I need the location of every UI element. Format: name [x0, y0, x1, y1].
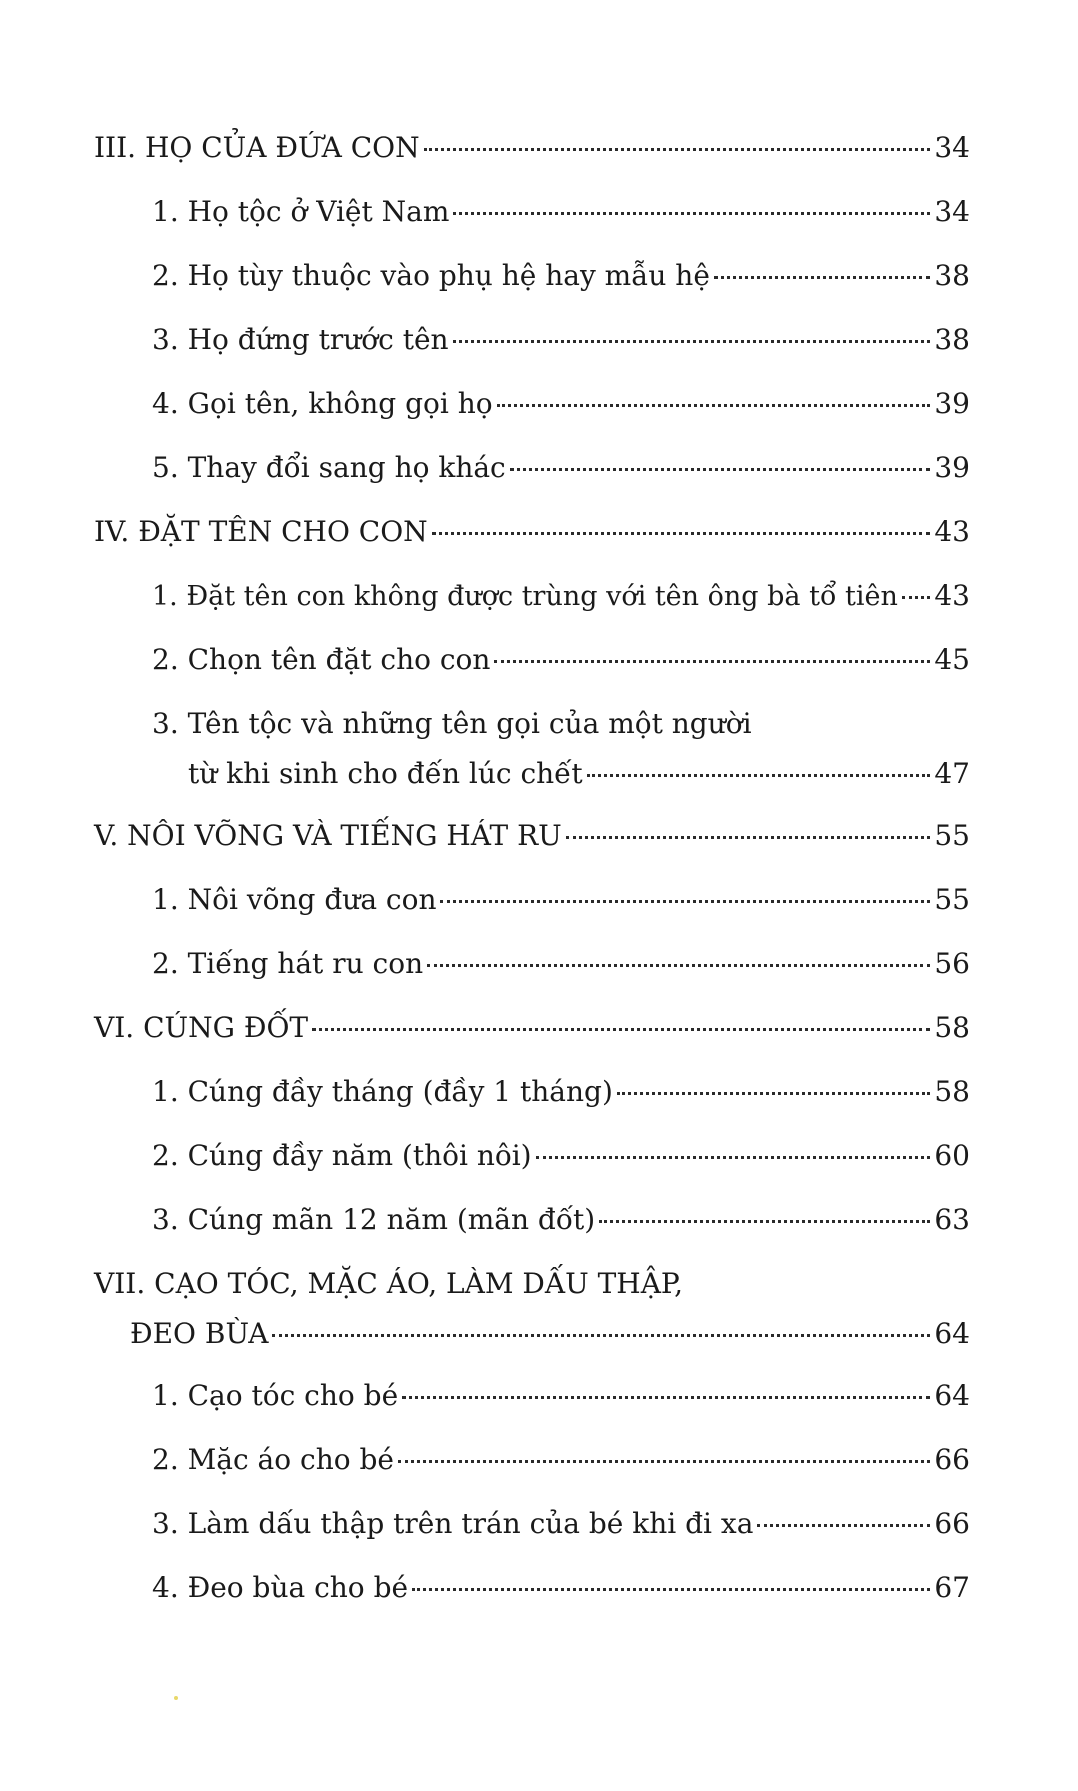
toc-entry[interactable] — [94, 1000, 970, 1064]
toc-entry[interactable] — [94, 1256, 970, 1368]
toc-entry-title: 3. Làm dấu thập trên trán của bé khi đi xa — [152, 1507, 754, 1540]
toc-entry-page: 64 — [934, 1317, 970, 1350]
toc-entry-page: 47 — [934, 757, 970, 790]
toc-entry-title: 4. Đeo bùa cho bé — [152, 1571, 409, 1604]
toc-entry-page: 55 — [934, 819, 970, 852]
dot-leader — [714, 276, 930, 279]
dot-leader — [902, 596, 930, 599]
toc-entry-page: 34 — [934, 195, 970, 228]
dot-leader — [398, 1460, 930, 1463]
dot-leader — [599, 1220, 930, 1223]
paper-speck — [174, 1696, 178, 1700]
dot-leader — [757, 1524, 930, 1527]
toc-entry-title-continued: ĐEO BÙA — [130, 1317, 269, 1350]
toc-entry[interactable] — [94, 504, 970, 568]
toc-entry[interactable] — [94, 1368, 970, 1432]
toc-entry-page: 64 — [934, 1379, 970, 1412]
toc-entry-page: 38 — [934, 323, 970, 356]
toc-entry[interactable] — [94, 184, 970, 248]
dot-leader — [424, 148, 931, 151]
toc-entry-page: 39 — [934, 451, 970, 484]
toc-entry[interactable] — [94, 376, 970, 440]
toc-entry-title-continued: từ khi sinh cho đến lúc chết — [188, 757, 583, 790]
toc-entry-page: 45 — [934, 643, 970, 676]
toc-entry[interactable] — [94, 440, 970, 504]
toc-entry-title: 1. Cúng đầy tháng (đầy 1 tháng) — [152, 1075, 613, 1108]
toc-entry[interactable] — [94, 1496, 970, 1560]
toc-entry-page: 43 — [934, 515, 970, 548]
toc-entry[interactable] — [94, 1064, 970, 1128]
toc-entry-title: 1. Đặt tên con không được trùng với tên ông bà tổ tiên — [152, 581, 898, 612]
toc-entry-title: 2. Chọn tên đặt cho con — [152, 643, 491, 676]
toc-entry-page: 67 — [934, 1571, 970, 1604]
dot-leader — [412, 1588, 930, 1591]
dot-leader — [587, 774, 931, 777]
toc-entry[interactable] — [94, 120, 970, 184]
toc-entry-page: 39 — [934, 387, 970, 420]
toc-entry-title: 2. Cúng đầy năm (thôi nôi) — [152, 1139, 532, 1172]
dot-leader — [497, 404, 931, 407]
toc-entry[interactable] — [94, 632, 970, 696]
dot-leader — [566, 836, 931, 839]
toc-entry-page: 56 — [934, 947, 970, 980]
toc-entry[interactable] — [94, 568, 970, 632]
dot-leader — [272, 1334, 930, 1337]
toc-entry-page: 58 — [934, 1011, 970, 1044]
toc-entry-page: 66 — [934, 1443, 970, 1476]
toc-entry-title: 2. Tiếng hát ru con — [152, 947, 424, 980]
toc-entry-title: IV. ĐẶT TÊN CHO CON — [94, 515, 428, 548]
table-of-contents — [94, 120, 970, 1624]
toc-entry-title: V. NÔI VÕNG VÀ TIẾNG HÁT RU — [94, 819, 562, 852]
toc-entry[interactable] — [94, 1192, 970, 1256]
dot-leader — [536, 1156, 931, 1159]
toc-entry[interactable] — [94, 1432, 970, 1496]
toc-entry-page: 34 — [934, 131, 970, 164]
toc-entry-title: 4. Gọi tên, không gọi họ — [152, 387, 493, 420]
toc-entry-title: VII. CẠO TÓC, MẶC ÁO, LÀM DẤU THẬP, — [94, 1267, 683, 1300]
toc-entry-title: 1. Họ tộc ở Việt Nam — [152, 195, 450, 228]
dot-leader — [402, 1396, 930, 1399]
toc-entry[interactable] — [94, 872, 970, 936]
dot-leader — [312, 1028, 930, 1031]
toc-entry-page: 63 — [934, 1203, 970, 1236]
toc-entry-title: 3. Họ đứng trước tên — [152, 323, 449, 356]
toc-entry[interactable] — [94, 1128, 970, 1192]
toc-entry-title: III. HỌ CỦA ĐỨA CON — [94, 131, 420, 164]
toc-entry[interactable] — [94, 936, 970, 1000]
toc-entry[interactable] — [94, 312, 970, 376]
dot-leader — [494, 660, 930, 663]
toc-entry[interactable] — [94, 696, 970, 808]
toc-entry-title: 1. Nôi võng đưa con — [152, 883, 437, 916]
toc-entry-page: 43 — [934, 579, 970, 612]
dot-leader — [432, 532, 931, 535]
dot-leader — [453, 212, 930, 215]
dot-leader — [427, 964, 930, 967]
toc-entry[interactable] — [94, 1560, 970, 1624]
toc-entry-page: 58 — [934, 1075, 970, 1108]
toc-entry-page: 38 — [934, 259, 970, 292]
toc-entry-title: 3. Tên tộc và những tên gọi của một người — [152, 707, 752, 740]
toc-entry-page: 55 — [934, 883, 970, 916]
toc-entry[interactable] — [94, 808, 970, 872]
dot-leader — [453, 340, 931, 343]
dot-leader — [510, 468, 931, 471]
toc-entry-title: 3. Cúng mãn 12 năm (mãn đốt) — [152, 1203, 596, 1236]
dot-leader — [440, 900, 930, 903]
toc-entry[interactable] — [94, 248, 970, 312]
toc-entry-title: 5. Thay đổi sang họ khác — [152, 451, 506, 484]
toc-entry-title: 1. Cạo tóc cho bé — [152, 1379, 399, 1412]
dot-leader — [617, 1092, 930, 1095]
toc-entry-title: VI. CÚNG ĐỐT — [94, 1011, 309, 1044]
toc-entry-title: 2. Mặc áo cho bé — [152, 1443, 394, 1476]
toc-entry-page: 60 — [934, 1139, 970, 1172]
toc-entry-title: 2. Họ tùy thuộc vào phụ hệ hay mẫu hệ — [152, 259, 710, 292]
toc-entry-page: 66 — [934, 1507, 970, 1540]
